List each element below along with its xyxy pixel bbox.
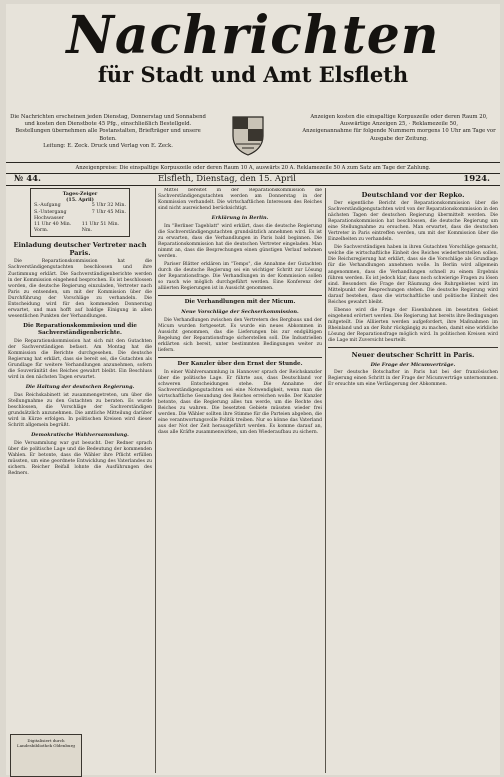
issue-number: № 44. [14, 174, 41, 184]
masthead [6, 4, 500, 149]
article-paragraph: Die Reparationskommission hat die Sachverständigengutachten beschlossen und ihre Zustimmung erklärt. Die Sachverständigenberichte werden in der Kommission eingehend besprochen. Es ist beschlossen worden, die deutsche Regierung einzuladen, Vertreter nach Paris zu entsenden, um mit der Kommission über die Durchführung der Vorschläge zu verhandeln. Die Entscheidung wird für den kommenden Donnerstag erwartet, und man hofft auf baldige Einigung in allen wesentlichen Punkten der Verhandlungen. [8, 259, 152, 319]
article-paragraph: Pariser Blätter erklären im "Temps", die Annahme der Gutachten durch die deutsche Regierung sei ein wichtiger Schritt zur Lösung der Reparationsfrage. Die Verhandlungen in der Kommission sollen so rasch wie möglich durchgeführt werden. Eine Konferenz der alliierten Regierungen ist in Aussicht genommen. [158, 261, 322, 292]
daily-info-box [30, 188, 130, 237]
coat-of-arms-icon [230, 114, 266, 156]
info-line: Anzeigenannahme für folgende Nummern morgens 10 Uhr am Tage vor [302, 128, 496, 135]
year: 1924. [463, 174, 490, 184]
article-subheading: Die Haltung der deutschen Regierung. [25, 384, 135, 391]
box-row [34, 222, 126, 234]
row-value: 5 Uhr 32 Min. [91, 203, 126, 209]
stamp-line: Landesbibliothek Oldenburg [17, 743, 75, 748]
newspaper-subtitle: für Stadt und Amt Elsfleth [97, 62, 409, 87]
newspaper-title: Nachrichten [66, 5, 440, 66]
article-headline: Neuer deutscher Schritt in Paris. [351, 350, 475, 359]
article-paragraph: Mittel bereitet in der Reparationskommission die Sachverständigengutachten werden am Donnerstag in der Kommission verhandelt. Die wirtschaftlichen Interessen des Reiches sind nicht ausreichend berücksichtigt. [158, 188, 322, 212]
column-right [328, 188, 498, 773]
subscription-info [10, 114, 206, 150]
column-rule [325, 188, 326, 773]
dateline [6, 173, 500, 186]
info-line: Leitung: E. Zeck. Druck und Verlag von E. Zeck. [43, 142, 173, 149]
divider [158, 357, 322, 358]
article-paragraph: Der eigentliche Bericht der Reparationskommission über die Sachverständigengutachten wird von der Reparationskommission in den nächsten Tagen der deutschen Regierung übermittelt werden. Die Reparationskommission hat beschlossen, die deutsche Regierung um eine Stellungnahme zu ersuchen. Man erwartet, dass die deutschen Vertreter in Paris eintreffen werden, um mit der Kommission über die Einzelheiten zu verhandeln. [328, 201, 498, 243]
info-line: und kosten den Dienstbote 45 Pfg., einschließlich Bestellgeld. [24, 121, 192, 128]
row-label: S.-Untergang [34, 209, 67, 215]
article-headline: Deutschland vor der Repko. [361, 191, 465, 199]
column-middle [158, 188, 322, 773]
box-subtitle: (15. April) [66, 197, 94, 204]
article-headline: Der Kanzler über den Ernst der Stunde. [177, 360, 303, 367]
article-paragraph: Das Reichskabinett ist zusammengetreten, um über die Stellungnahme zu den Gutachten zu beraten. Es wurde beschlossen, die Vorschläge der Sachverständigen grundsätzlich anzunehmen. Die amtliche Mitteilung darüber wird in Kürze erfolgen. In politischen Kreisen wird dieser Schritt allgemein begrüßt. [8, 392, 152, 428]
article-subheading: Erklärung in Berlin. [211, 215, 269, 222]
article-headline: Die Verhandlungen mit der Micum. [184, 299, 296, 305]
article-paragraph: Der deutsche Botschafter in Paris hat bei der französischen Regierung einen Schritt in der Frage der Micumverträge unternommen. Er ersuchte um eine Verlängerung der Abkommen. [328, 370, 498, 388]
library-stamp [10, 734, 82, 777]
column-left [8, 188, 152, 773]
row-label: Hochwasser [34, 215, 64, 221]
info-line: Anzeigen kosten die einspaltige Korpuszeile oder deren Raum 20, [310, 114, 488, 120]
info-line: Die Nachrichten erscheinen jeden Dienstag, Donnerstag und Sonnabend [10, 114, 206, 120]
row-value: 7 Uhr 45 Min. [91, 209, 126, 215]
info-line: Auswärtige Anzeigen 25, · Reklamezeile 50, [339, 121, 459, 128]
stamp-line: Digitalisiert durch [27, 738, 65, 743]
column-rule [155, 188, 156, 773]
article-paragraph: Ebenso wird die Frage der Eisenbahnen im besetzten Gebiet eingehend erörtert werden. Die Regierung hat bereits ihre Bedingungen mitgeteilt. Die Alliierten werden aufgefordert, ihre Maßnahmen im Rheinland und an der Ruhr rückgängig zu machen, damit eine wirkliche Lösung der Reparationsfrage möglich wird. In politischen Kreisen wird die Lage mit Zuversicht beurteilt. [328, 307, 498, 344]
divider [328, 347, 498, 348]
article-paragraph: Die Sachverständigen haben in ihren Gutachten Vorschläge gemacht, welche die wirtschaftliche Einheit des Reiches wiederherstellen sollen. Die Reichsregierung hat erklärt, dass sie die Vorschläge als Grundlage für die Verhandlungen annehmen wolle. In Berlin wird allgemein angenommen, dass die Verhandlungen schnell zu einem Ergebnis führen werden. Es ist jedoch klar, dass noch schwierige Fragen zu lösen sind. Besonders die Frage der Räumung des Ruhrgebietes wird im Mittelpunkt der Besprechungen stehen. Die deutsche Regierung wird darauf bestehen, dass die wirtschaftliche und politische Einheit des Reiches gewahrt bleibt. [328, 245, 498, 305]
article-subheading: Die Reparationskommission und die Sachverständigenberichte. [23, 322, 137, 336]
row-value: 11 Uhr 51 Min. Nm. [81, 222, 120, 234]
row-label: 11 Uhr 40 Min. Vorm. [34, 222, 72, 234]
ad-price-line: Anzeigenpreise: Die einspaltige Korpuszeile oder deren Raum 10 A, auswärts 20 A. Reklamezeile 50 A zum Satz am Tage der Zahlung. [6, 162, 500, 174]
article-subheading: Neue Vorschläge der Sechserkommission. [181, 309, 299, 315]
article-headline: Einladung deutscher Vertreter nach Paris. [13, 241, 147, 258]
row-label: S.-Aufgang [34, 203, 61, 209]
article-subheading: Demokratische Wahlversammlung. [31, 432, 129, 438]
divider [158, 295, 322, 296]
info-line: Ausgabe der Zeitung. [370, 135, 428, 142]
article-paragraph: Im "Berliner Tageblatt" wird erklärt, dass die deutsche Regierung die Sachverständigengutachten grundsätzlich annehmen wird. Es ist zu erwarten, dass die Verhandlungen in Paris bald beginnen. Die Reparationskommission hat die deutschen Vertreter eingeladen. Man nimmt an, dass die Besprechungen einen günstigen Verlauf nehmen werden. [158, 223, 322, 259]
info-line: Bestellungen übernehmen alle Postanstalten, Briefträger und unsere Boten. [15, 128, 201, 142]
article-subheading: Die Frage der Micumverträge. [370, 361, 456, 368]
article-paragraph: Die Reparationskommission hat sich mit den Gutachten der Sachverständigen befasst. Am Montag hat die Kommission die Berichte durchgesehen. Die deutsche Regierung hat erklärt, dass sie bereit sei, die Gutachten als Grundlage für weitere Verhandlungen anzunehmen, sofern die Souveränität des Reiches gewahrt bleibt. Ein Beschluss wird in den nächsten Tagen erwartet. [8, 338, 152, 381]
box-title: Tages-Zeiger [62, 191, 98, 197]
newspaper-page [6, 4, 500, 775]
advertising-info [302, 114, 496, 143]
place-date: Elsfleth, Dienstag, den 15. April [158, 174, 296, 184]
article-paragraph: In einer Wahlversammlung in Hannover sprach der Reichskanzler über die politische Lage. Er führte aus, dass Deutschland vor schweren Entscheidungen stehe. Die Annahme der Sachverständigengutachten sei eine Notwendigkeit, wenn man die wirtschaftliche Gesundung des Reiches erreichen wolle. Der Kanzler betonte, dass die Regierung alles tun werde, um die Rechte des Reiches zu wahren. Die besetzten Gebiete müssten wieder frei werden. Die Wähler sollten ihre Stimme für die Parteien abgeben, die eine verantwortungsvolle Politik treiben. Nur so könne das Vaterland aus der Not der Zeit herausgeführt werden. Es komme darauf an, dass alle Kräfte zusammenwirken, um den Wiederaufbau zu sichern. [158, 369, 322, 436]
article-paragraph: Die Versammlung war gut besucht. Der Redner sprach über die politische Lage und die Bedeutung der kommenden Wahlen. Er betonte, dass die Wähler ihre Pflicht erfüllen müssten, um eine geordnete Entwicklung des Vaterlandes zu sichern. Reicher Beifall lohnte die Ausführungen des Redners. [8, 440, 152, 476]
article-paragraph: Die Verhandlungen zwischen den Vertretern des Bergbaus und der Micum wurden fortgesetzt. Es wurde ein neues Abkommen in Aussicht genommen, das die Lieferungen bis zur endgültigen Regelung der Reparationsfrage sicherstellen soll. Die Industriellen erklärten sich bereit, unter bestimmten Bedingungen weiter zu liefern. [158, 317, 322, 353]
